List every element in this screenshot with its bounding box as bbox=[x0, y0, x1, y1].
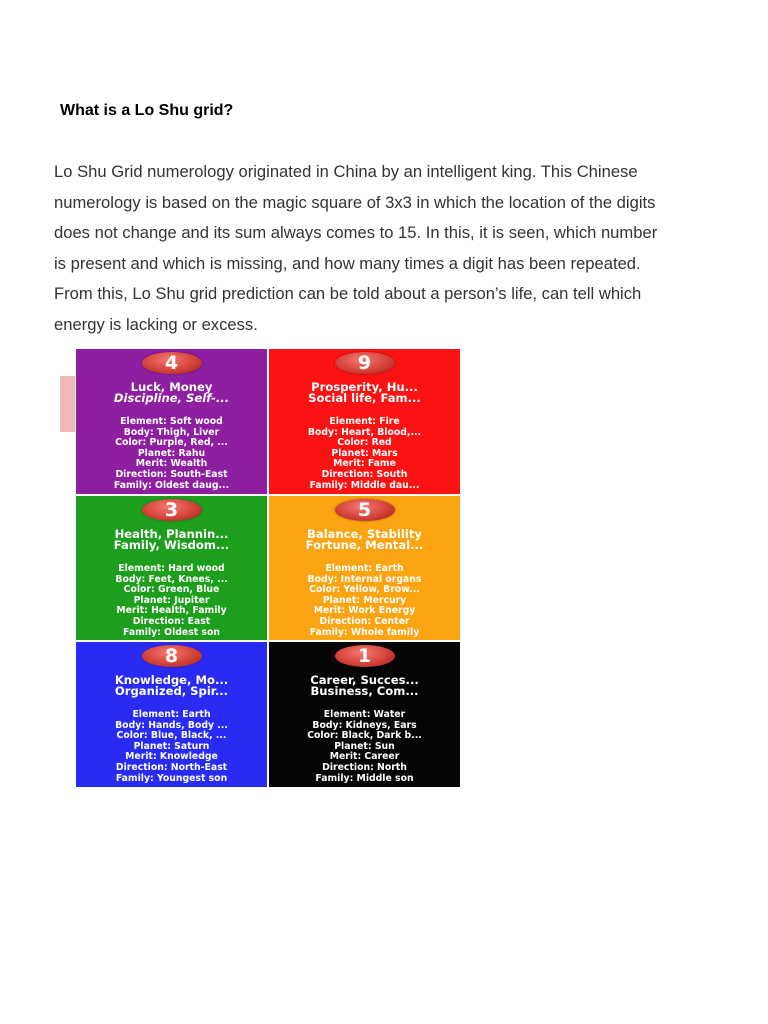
cell-details bbox=[273, 564, 456, 638]
cell-title-line-2: Organized, Spir... bbox=[114, 684, 229, 698]
color-line: Color: Blue, Black, ... bbox=[116, 730, 227, 742]
body-line: Body: Kidneys, Ears bbox=[312, 719, 417, 731]
lo-shu-grid-image bbox=[75, 348, 461, 788]
body-line: Body: Internal organs bbox=[307, 573, 422, 585]
element-line: Element: Fire bbox=[329, 416, 400, 427]
cell-title bbox=[80, 529, 263, 551]
planet-line: Planet: Sun bbox=[334, 740, 395, 752]
cell-title-line-1: Knowledge, Mo... bbox=[114, 673, 229, 687]
number-badge: 8 bbox=[142, 645, 202, 667]
grid-cell bbox=[75, 348, 268, 495]
cell-details bbox=[273, 710, 456, 784]
body-line: Body: Hands, Body ... bbox=[115, 719, 228, 731]
cell-title-line-2: Discipline, Self-... bbox=[113, 391, 230, 405]
element-line: Element: Earth bbox=[325, 563, 404, 574]
cell-title-line-2: Social life, Fam... bbox=[308, 391, 421, 405]
element-line: Element: Hard wood bbox=[118, 563, 225, 574]
direction-line: Direction: North bbox=[322, 761, 407, 773]
color-line: Color: Purple, Red, ... bbox=[115, 437, 228, 449]
color-line: Color: Green, Blue bbox=[123, 584, 220, 596]
body-line: Body: Heart, Blood,... bbox=[307, 426, 422, 438]
section-heading: What is a Lo Shu grid? bbox=[60, 102, 234, 119]
number-badge: 9 bbox=[335, 352, 395, 374]
element-line: Element: Soft wood bbox=[120, 416, 223, 427]
direction-line: Direction: Center bbox=[319, 615, 410, 627]
merit-line: Merit: Career bbox=[329, 751, 400, 763]
number-badge: 1 bbox=[335, 645, 395, 667]
number-badge: 3 bbox=[142, 499, 202, 521]
grid-cell bbox=[268, 641, 461, 788]
cell-title-line-1: Balance, Stability bbox=[307, 527, 422, 541]
direction-line: Direction: East bbox=[132, 615, 211, 627]
planet-line: Planet: Mars bbox=[331, 447, 398, 459]
planet-line: Planet: Jupiter bbox=[133, 594, 210, 606]
grid-cell bbox=[75, 641, 268, 788]
body-paragraph: Lo Shu Grid numerology originated in China by an intelligent king. This Chinese numerology is based on the magic square of 3x3 in which the location of the digits does not change and its sum always comes to 15. In this, it is seen, which number is present and which is missing, and how many times a digit has been repeated. From this, Lo Shu grid prediction can be told about a person’s life, can tell which energy is lacking or excess. bbox=[54, 162, 658, 334]
cell-title-line-1: Luck, Money bbox=[130, 380, 213, 394]
element-line: Element: Water bbox=[323, 709, 406, 720]
cell-title bbox=[80, 675, 263, 697]
number-badge: 4 bbox=[142, 352, 202, 374]
cell-title bbox=[273, 382, 456, 404]
family-line: Family: Middle son bbox=[315, 772, 414, 784]
cell-details bbox=[80, 710, 263, 784]
merit-line: Merit: Health, Family bbox=[116, 605, 227, 617]
color-line: Color: Red bbox=[337, 437, 392, 449]
cell-title-line-1: Health, Plannin... bbox=[114, 527, 229, 541]
color-line: Color: Yellow, Brow... bbox=[309, 584, 420, 596]
direction-line: Direction: North-East bbox=[115, 761, 228, 773]
merit-line: Merit: Fame bbox=[333, 458, 396, 470]
body-line: Body: Feet, Knees, ... bbox=[115, 573, 228, 585]
planet-line: Planet: Saturn bbox=[133, 740, 210, 752]
merit-line: Merit: Work Energy bbox=[313, 605, 416, 617]
cell-title bbox=[273, 675, 456, 697]
side-tab-marker bbox=[60, 376, 75, 432]
family-line: Family: Whole family bbox=[309, 626, 420, 638]
grid-cell bbox=[268, 348, 461, 495]
cell-title-line-2: Fortune, Mental... bbox=[305, 538, 424, 552]
cell-details bbox=[273, 417, 456, 491]
family-line: Family: Oldest daug... bbox=[113, 479, 230, 491]
cell-title-line-2: Family, Wisdom... bbox=[113, 538, 230, 552]
cell-title-line-2: Business, Com... bbox=[310, 684, 419, 698]
grid-cell bbox=[268, 495, 461, 641]
cell-title-line-1: Career, Succes... bbox=[310, 673, 419, 687]
grid-cell bbox=[75, 495, 268, 641]
planet-line: Planet: Mercury bbox=[322, 594, 407, 606]
number-badge: 5 bbox=[335, 499, 395, 521]
planet-line: Planet: Rahu bbox=[137, 447, 206, 459]
cell-title-line-1: Prosperity, Hu... bbox=[311, 380, 418, 394]
family-line: Family: Youngest son bbox=[115, 772, 228, 784]
family-line: Family: Oldest son bbox=[123, 626, 220, 638]
cell-title bbox=[80, 382, 263, 404]
body-line: Body: Thigh, Liver bbox=[123, 426, 220, 438]
merit-line: Merit: Wealth bbox=[135, 458, 208, 470]
element-line: Element: Earth bbox=[132, 709, 211, 720]
cell-title bbox=[273, 529, 456, 551]
color-line: Color: Black, Dark b... bbox=[307, 730, 422, 742]
merit-line: Merit: Knowledge bbox=[125, 751, 218, 763]
family-line: Family: Middle dau... bbox=[309, 479, 420, 491]
direction-line: Direction: South bbox=[321, 468, 408, 480]
cell-details bbox=[80, 417, 263, 491]
direction-line: Direction: South-East bbox=[115, 468, 228, 480]
cell-details bbox=[80, 564, 263, 638]
